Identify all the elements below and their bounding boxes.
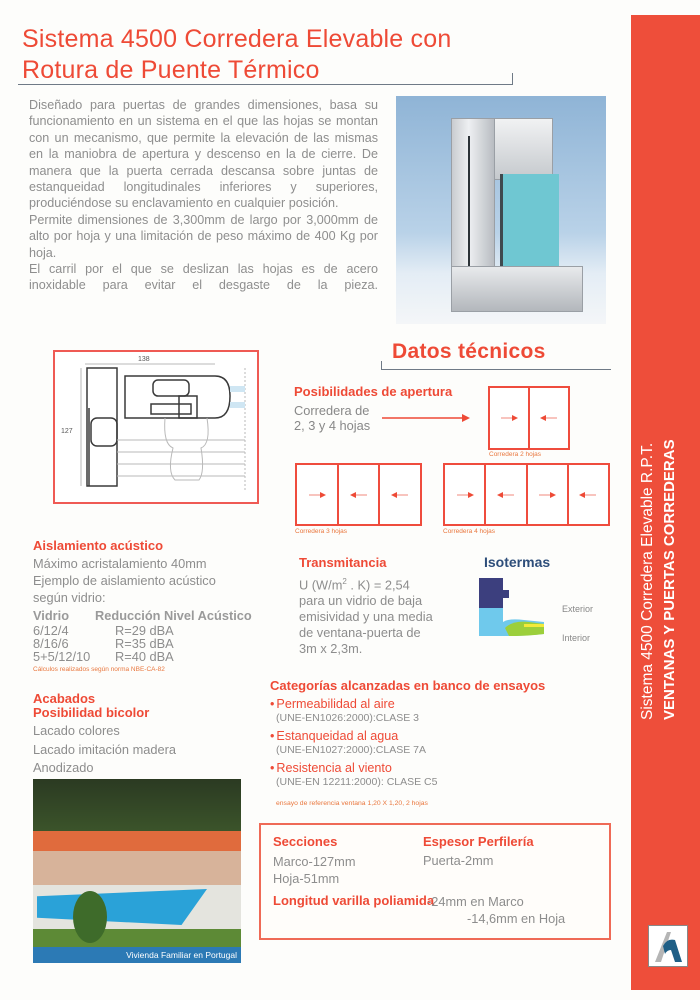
sash-pane <box>528 465 569 524</box>
sash-pane <box>339 465 381 524</box>
diagram-corredera-2-hojas <box>488 386 570 450</box>
lawn <box>33 929 241 949</box>
page-title <box>22 24 522 86</box>
cell-vidrio: 5+5/12/10 <box>33 649 91 664</box>
diagram-corredera-3-hojas <box>295 463 422 526</box>
secciones-item: Hoja-51mm <box>273 871 340 886</box>
transmitancia-text <box>299 574 469 657</box>
aislamiento-text <box>33 555 216 606</box>
diagram-caption: Corredera 4 hojas <box>443 528 496 535</box>
sash-pane <box>486 465 527 524</box>
cell-reduccion: R=40 dBA <box>115 649 174 664</box>
acoustic-table <box>33 607 252 663</box>
secciones-heading: Secciones <box>273 834 338 849</box>
intro-paragraph: Diseñado para puertas de grandes dimensiones, basa su funcionamiento en un sistema en el que las hojas se montan con un mecanismo, que permite la elevación de las mismas en la maniobra de apertura y descenso en la de cierre. De manera que la puerta cerrada descansa sobre juntas de estanqueidad longitudinales inferiores y superiores, produciéndose su enclavamiento en cualquier posición. <box>29 98 378 211</box>
side-band-line-2: VENTANAS Y PUERTAS CORREDERAS <box>661 439 678 720</box>
aislamiento-note: Cálculos realizados según norma NBE-CA-82 <box>33 666 165 673</box>
handle-outline <box>165 418 208 480</box>
intro-paragraph: Permite dimensiones de 3,300mm de largo por 3,000mm de alto por hoja y una limitación de peso máximo de 400 Kg por hoja. <box>29 212 378 260</box>
title-line-2: Rotura de Puente Térmico <box>22 56 320 84</box>
glass-pane <box>500 174 559 270</box>
table-row <box>33 650 252 663</box>
acoustic-table-header <box>33 607 252 624</box>
categoria-item <box>270 761 610 789</box>
cell-reduccion: R=29 dBA <box>115 623 174 638</box>
datos-underline-tick <box>381 361 382 370</box>
apertura-line-1: Corredera de <box>294 403 370 418</box>
title-underline <box>18 84 513 85</box>
sash-pane <box>445 465 486 524</box>
acabados-heading-2: Posibilidad bicolor <box>33 705 150 720</box>
sash-pane <box>490 388 530 448</box>
categoria-name: • Resistencia al viento <box>270 761 610 776</box>
apertura-line-2: 2, 3 y 4 hojas <box>294 418 371 433</box>
categorias-list <box>270 697 610 793</box>
datos-underline <box>381 369 611 370</box>
dimension-height-label: 127 <box>61 428 73 435</box>
secciones-values <box>273 853 356 887</box>
sash-pane <box>530 388 568 448</box>
formula-superscript: 2 <box>342 577 347 586</box>
house-pool-photo <box>33 779 241 963</box>
categoria-name: • Estanqueidad al agua <box>270 729 610 744</box>
logo-a-icon <box>649 926 687 966</box>
dimension-width-label: 138 <box>138 356 150 363</box>
apertura-heading: Posibilidades de apertura <box>294 384 453 399</box>
house-roof <box>33 831 241 851</box>
side-band-line-1: Sistema 4500 Corredera Elevable R.P.T. <box>639 442 656 720</box>
isotermas-exterior-label: Exterior <box>562 604 594 614</box>
arrow-right-icon <box>308 492 326 498</box>
transmitancia-line: para un vidrio de baja <box>299 593 423 609</box>
longitud-heading: Longitud varilla poliamida <box>273 893 435 908</box>
arrow-left-icon <box>579 492 597 498</box>
categorias-note: ensayo de referencia ventana 1,20 X 1,20, 2 hojas <box>276 800 428 807</box>
shrub <box>73 891 107 943</box>
section-title-datos-tecnicos: Datos técnicos <box>392 340 546 363</box>
acabados-item: Anodizado <box>33 760 94 775</box>
arrow-right-icon <box>500 415 518 421</box>
side-band-text <box>620 310 700 730</box>
acabados-item: Lacado colores <box>33 723 120 738</box>
isotermas-interior-label: Interior <box>562 633 591 643</box>
formula-suffix: . K) = 2,54 <box>346 577 410 593</box>
photo-caption: Vivienda Familiar en Portugal <box>33 947 241 963</box>
frame-bottom-profile <box>451 266 583 312</box>
house-wall <box>33 851 241 889</box>
arrow-left-icon <box>540 415 558 421</box>
categoria-standard: (UNE-EN 12211:2000): CLASE C5 <box>276 776 438 788</box>
acabados-list <box>33 722 176 778</box>
title-line-1: Sistema 4500 Corredera Elevable con <box>22 25 452 53</box>
sash-pane <box>297 465 339 524</box>
acabados-heading-1: Acabados <box>33 691 96 706</box>
secciones-item: Marco-127mm <box>273 854 356 869</box>
arrow-left-icon <box>497 492 515 498</box>
col-header-reduccion: Reducción Nivel Acústico <box>95 608 252 623</box>
categoria-item <box>270 729 610 757</box>
transmitancia-heading: Transmitancia <box>299 555 387 570</box>
title-underline-tick <box>512 73 513 85</box>
aislamiento-line: según vidrio: <box>33 590 106 605</box>
aislamiento-line: Ejemplo de aislamiento acústico <box>33 573 216 588</box>
arrow-left-icon <box>350 492 368 498</box>
diagram-caption: Corredera 3 hojas <box>295 528 348 535</box>
section-drawing-svg <box>55 352 257 502</box>
sash-pane <box>569 465 608 524</box>
transmitancia-line: 3m x 2,3m. <box>299 641 363 657</box>
categoria-standard: (UNE-EN1026:2000):CLASE 3 <box>276 712 419 724</box>
longitud-value: -14,6mm en Hoja <box>467 911 566 926</box>
aislamiento-heading: Aislamiento acústico <box>33 538 164 553</box>
transmitancia-line: de ventana-puerta de <box>299 625 421 641</box>
formula-prefix: U (W/m <box>299 577 343 593</box>
isotermas-heading: Isotermas <box>484 554 551 570</box>
categoria-name: • Permeabilidad al aire <box>270 697 610 712</box>
acabados-heading <box>33 692 149 720</box>
cell-vidrio: 8/16/6 <box>33 636 69 651</box>
categorias-heading: Categorías alcanzadas en banco de ensayos <box>270 678 546 693</box>
aislamiento-line: Máximo acristalamiento 40mm <box>33 556 207 571</box>
acabados-item: Lacado imitación madera <box>33 741 176 757</box>
intro-paragraph: El carril por el que se deslizan las hojas es de acero inoxidable para evitar el desgaste de la pieza. <box>29 262 378 293</box>
intro-text <box>29 97 378 294</box>
diagram-caption: Corredera 2 hojas <box>489 451 542 458</box>
col-header-vidrio: Vidrio <box>33 608 70 623</box>
categoria-standard: (UNE-EN1027:2000):CLASE 7A <box>276 744 426 756</box>
longitud-value: -24mm en Marco <box>427 894 524 909</box>
transmitancia-line: emisividad y una media <box>299 609 433 625</box>
espesor-heading: Espesor Perfilería <box>423 834 534 849</box>
section-drawing <box>53 350 259 504</box>
cell-reduccion: R=35 dBA <box>115 636 174 651</box>
sash-pane <box>380 465 420 524</box>
transmitancia-formula <box>299 574 469 593</box>
company-logo <box>648 925 688 967</box>
isotherm-diagram <box>479 578 544 638</box>
longitud-values <box>427 893 565 927</box>
arrow-right-icon <box>456 492 474 498</box>
categoria-item <box>270 697 610 725</box>
apertura-text <box>294 403 370 433</box>
product-photo <box>396 96 606 324</box>
thermal-break <box>91 418 117 446</box>
cell-vidrio: 6/12/4 <box>33 623 69 638</box>
diagram-corredera-4-hojas <box>443 463 610 526</box>
arrow-right-icon <box>382 413 470 423</box>
espesor-value: Puerta-2mm <box>423 853 494 868</box>
arrow-left-icon <box>391 492 409 498</box>
arrow-right-icon <box>538 492 556 498</box>
sash-profile-outline <box>125 376 230 418</box>
